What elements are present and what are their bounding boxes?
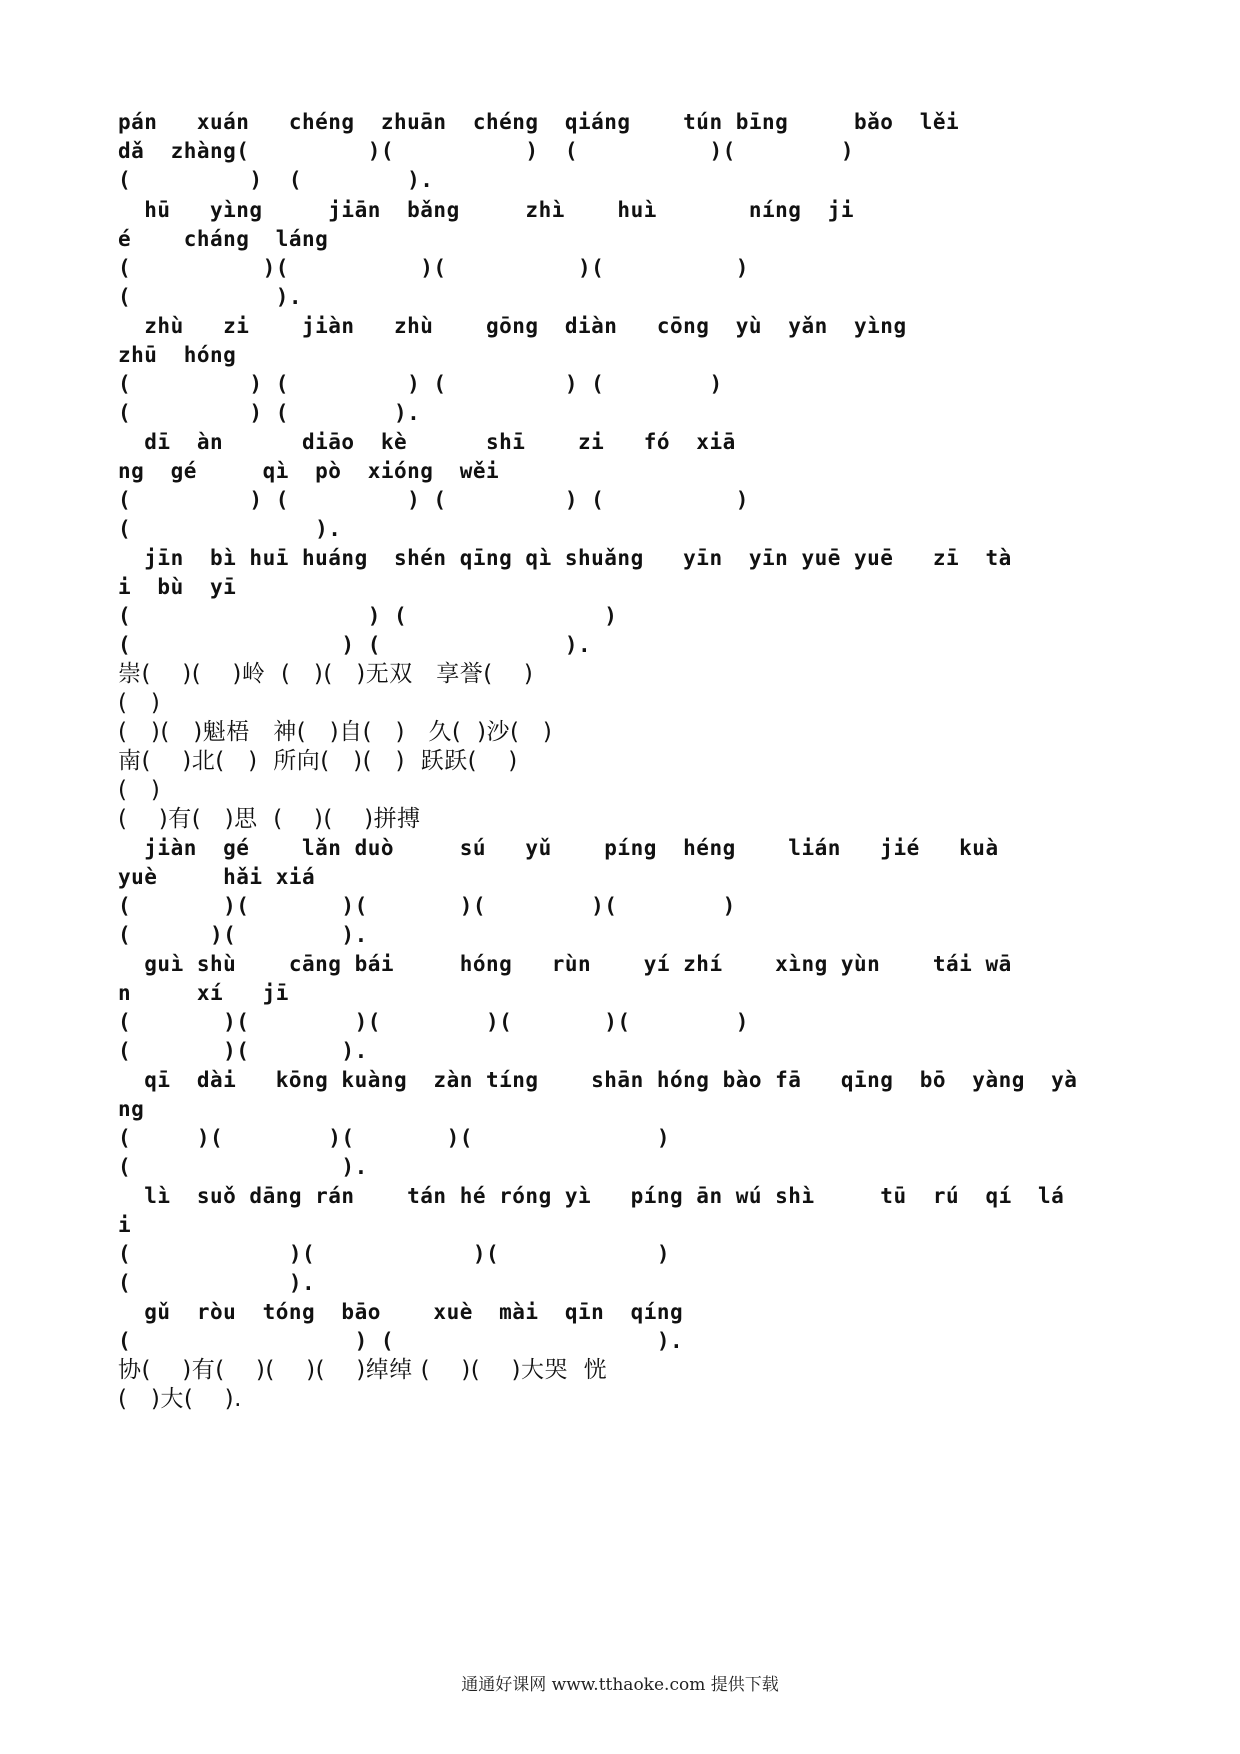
footer-credit: 通通好课网 www.tthaoke.com 提供下载 xyxy=(461,1675,779,1695)
blank-line-15: ( )( )( )( ) xyxy=(118,1126,671,1150)
pinyin-line-1: pán xuán chéng zhuān chéng qiáng tún bīng bǎo lěi xyxy=(118,110,960,134)
blank-line-12: ( )( ). xyxy=(118,923,368,947)
blank-line-3: ( )( )( )( ) xyxy=(118,256,749,280)
pinyin-line-4: dī àn diāo kè shī zi fó xiā xyxy=(118,430,736,454)
blank-line-14: ( )( ). xyxy=(118,1039,368,1063)
pinyin-line-6: jiàn gé lǎn duò sú yǔ píng héng lián jié kuà xyxy=(118,836,999,860)
blank-line-19: ( ) ( ). xyxy=(118,1329,684,1353)
pinyin-line-9: lì suǒ dāng rán tán hé róng yì píng ān wú shì tū rú qí lá xyxy=(118,1184,1065,1208)
pinyin-line-7: guì shù cāng bái hóng rùn yí zhí xìng yùn tái wā xyxy=(118,952,1012,976)
pinyin-line-4b: ng gé qì pò xióng wěi xyxy=(118,459,500,483)
blank-line-17: ( )( )( ) xyxy=(118,1242,671,1266)
pinyin-line-2: hū yìng jiān bǎng zhì huì níng ji xyxy=(118,198,855,222)
blank-line-18: ( ). xyxy=(118,1271,316,1295)
idiom-line-7: 协( )有( )( )( )绰绰 ( )( )大哭 恍 xyxy=(118,1357,608,1383)
pinyin-line-3b: zhū hóng xyxy=(118,343,237,367)
blank-line-1: dǎ zhàng( )( ) ( )( ) xyxy=(118,139,855,163)
pinyin-line-10: gǔ ròu tóng bāo xuè mài qīn qíng xyxy=(118,1300,684,1324)
pinyin-line-7b: n xí jī xyxy=(118,981,289,1005)
pinyin-line-8b: ng xyxy=(118,1097,145,1121)
blank-line-16: ( ). xyxy=(118,1155,368,1179)
pinyin-line-3: zhù zi jiàn zhù gōng diàn cōng yù yǎn yìng xyxy=(118,314,907,338)
blank-line-11: ( )( )( )( )( ) xyxy=(118,894,736,918)
blank-line-10: ( ) ( ). xyxy=(118,633,592,657)
blank-line-5: ( ) ( ) ( ) ( ) xyxy=(118,372,723,396)
blank-line-9: ( ) ( ) xyxy=(118,604,618,628)
blank-line-4: ( ). xyxy=(118,285,303,309)
idiom-line-1: 崇( )( )岭 ( )( )无双 享誉( ) xyxy=(118,661,534,687)
pinyin-line-6b: yuè hǎi xiá xyxy=(118,865,316,889)
blank-line-6: ( ) ( ). xyxy=(118,401,421,425)
blank-line-2: ( ) ( ). xyxy=(118,168,434,192)
pinyin-line-5: jīn bì huī huáng shén qīng qì shuǎng yīn yīn yuē yuē zī tà xyxy=(118,546,1012,570)
blank-line-8: ( ). xyxy=(118,517,342,541)
idiom-line-6: ( )有( )思 ( )( )拼搏 xyxy=(118,806,421,832)
blank-line-13: ( )( )( )( )( ) xyxy=(118,1010,749,1034)
pinyin-line-8: qī dài kōng kuàng zàn tíng shān hóng bào fā qīng bō yàng yà xyxy=(118,1068,1078,1092)
pinyin-line-2b: é cháng láng xyxy=(118,227,329,251)
pinyin-line-9b: i xyxy=(118,1213,132,1237)
pinyin-line-5b: i bù yī xyxy=(118,575,237,599)
idiom-line-8: ( )大( ). xyxy=(118,1386,242,1412)
idiom-line-5: ( ) xyxy=(118,777,161,803)
idiom-line-2: ( ) xyxy=(118,690,161,716)
blank-line-7: ( ) ( ) ( ) ( ) xyxy=(118,488,749,512)
idiom-line-3: ( )( )魁梧 神( )自( ) 久( )沙( ) xyxy=(118,719,553,745)
idiom-line-4: 南( )北( ) 所向( )( ) 跃跃( ) xyxy=(118,748,518,774)
